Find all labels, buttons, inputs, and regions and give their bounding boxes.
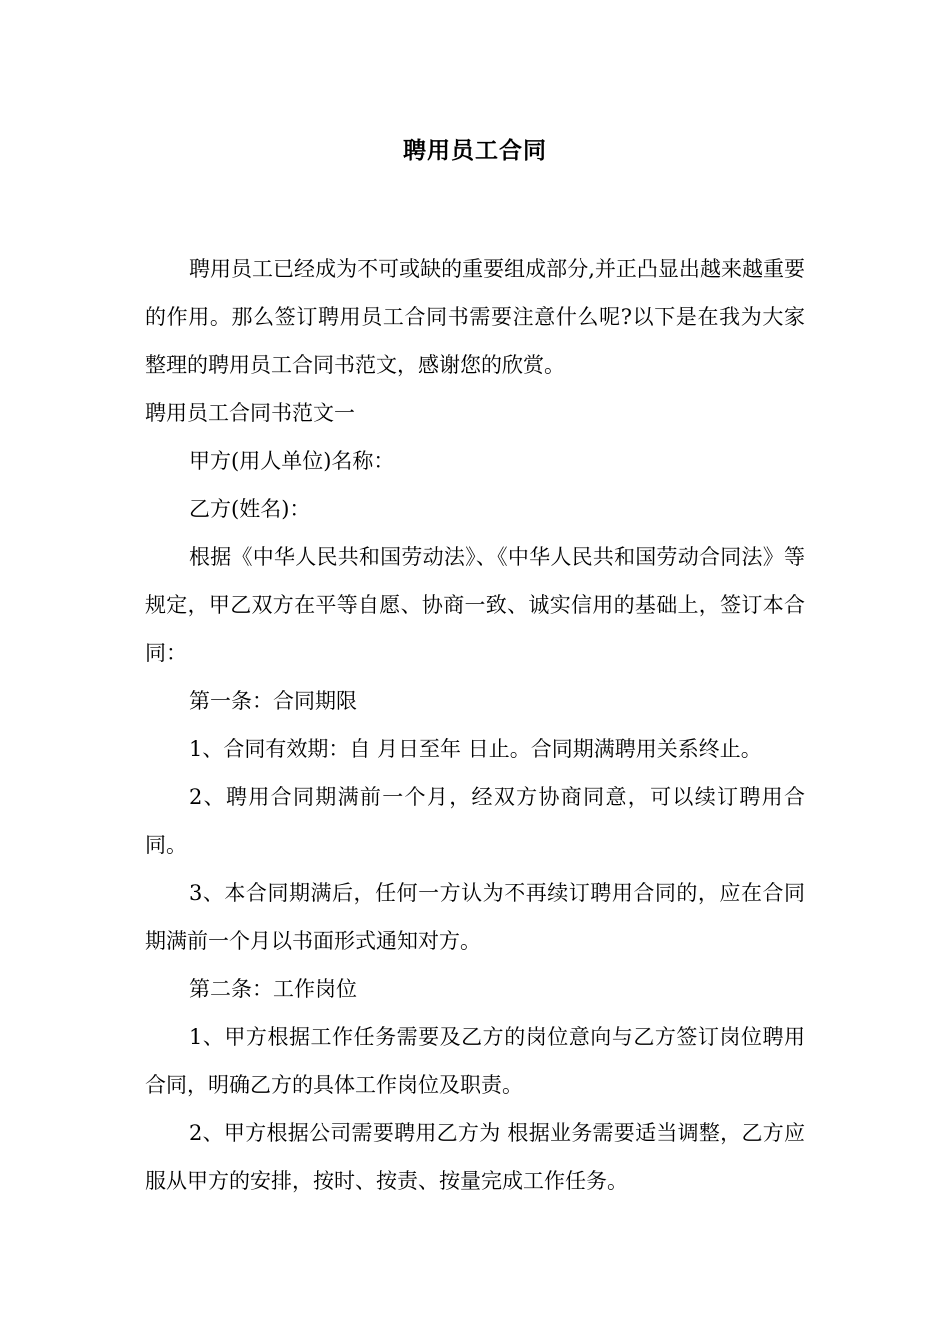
paragraph-legal-basis: 根据《中华人民共和国劳动法》、《中华人民共和国劳动合同法》等规定，甲乙双方在平等自愿、协商一致、诚实信用的基础上，签订本合同： [145, 545, 805, 665]
article-clause: 1、甲方根据工作任务需要及乙方的岗位意向与乙方签订岗位聘用合同，明确乙方的具体工作岗位及职责。 [145, 1025, 805, 1097]
article-clause: 3、本合同期满后，任何一方认为不再续订聘用合同的，应在合同期满前一个月以书面形式通知对方。 [145, 881, 805, 953]
article-heading: 第一条：合同期限 [189, 689, 357, 713]
article-heading: 第二条：工作岗位 [189, 977, 357, 1001]
paragraph-intro: 聘用员工已经成为不可或缺的重要组成部分,并正凸显出越来越重要的作用。那么签订聘用员工合同书需要注意什么呢?以下是在我为大家整理的聘用员工合同书范文，感谢您的欣赏。 [145, 257, 805, 377]
party-a-line: 甲方(用人单位)名称： [189, 449, 395, 473]
article-clause: 2、甲方根据公司需要聘用乙方为 根据业务需要适当调整，乙方应服从甲方的安排，按时、按责、按量完成工作任务。 [145, 1121, 805, 1193]
document-body [145, 245, 805, 1205]
document-title: 聘用员工合同 [403, 138, 547, 164]
article-clause: 2、聘用合同期满前一个月，经双方协商同意，可以续订聘用合同。 [145, 785, 805, 857]
section-heading: 聘用员工合同书范文一 [145, 401, 355, 425]
article-clause: 1、合同有效期：自 月日至年 日止。合同期满聘用关系终止。 [189, 737, 762, 761]
party-b-line: 乙方(姓名)： [189, 497, 311, 521]
